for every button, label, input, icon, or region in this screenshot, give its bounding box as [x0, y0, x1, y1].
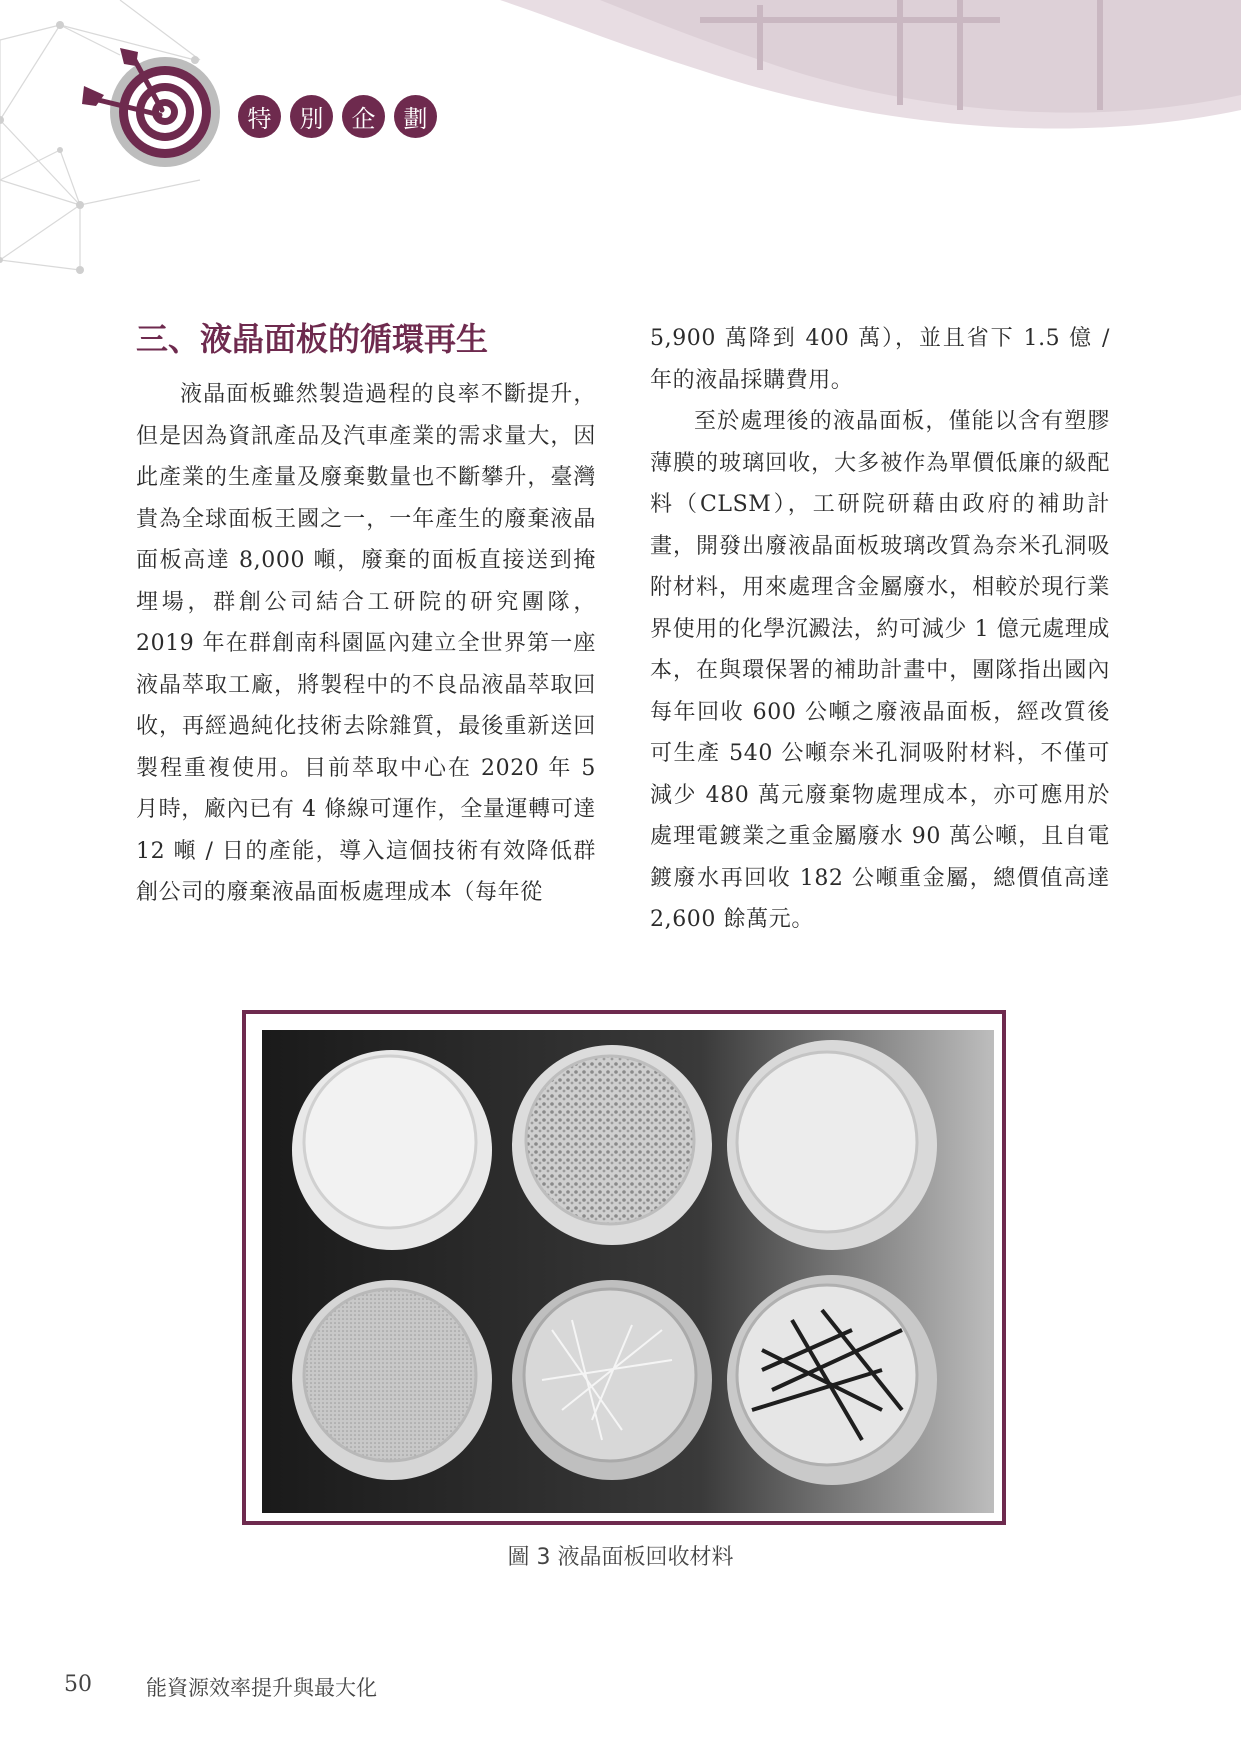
- right-paragraph-continuation: 5,900 萬降到 400 萬），並且省下 1.5 億 / 年的液晶採購費用。: [650, 326, 1110, 393]
- jar-glass-shards: [512, 1280, 712, 1480]
- jar-white-powder: [292, 1050, 492, 1250]
- right-column: [650, 318, 1110, 941]
- page-number: 50: [64, 1672, 92, 1697]
- figure-frame: [242, 1010, 1006, 1525]
- jar-sand: [292, 1280, 492, 1480]
- right-paragraph: 至於處理後的液晶面板，僅能以含有塑膠薄膜的玻璃回收，大多被作為單價低廉的級配料（CLSM），工研院研藉由政府的補助計畫，開發出廢液晶面板玻璃改質為奈米孔洞吸附材料，用來處理含金屬廢水，相較於現行業界使用的化學沉澱法，約可減少 1 億元處理成本，在與環保署的補助計畫中，團隊指出國內每年回收 600 公噸之廢液晶面板，經改質後可生產 540 公噸奈米孔洞吸附材料，不僅可減少 480 萬元廢棄物處理成本，亦可應用於處理電鍍業之重金屬廢水 90 萬公噸，且自電鍍廢水再回收 182 公噸重金屬，總價值高達 2,600 餘萬元。: [650, 409, 1110, 932]
- badge-char-4: 劃: [394, 95, 437, 138]
- jar-gravel: [512, 1045, 712, 1245]
- badge-char-1: 特: [238, 95, 281, 138]
- badge-char-2: 別: [290, 95, 333, 138]
- badge-char-3: 企: [342, 95, 385, 138]
- jar-dark-shards: [727, 1275, 937, 1485]
- recycled-materials-photo: [262, 1030, 994, 1513]
- publication-title: 能資源效率提升與最大化: [146, 1676, 377, 1700]
- left-paragraph: 液晶面板雖然製造過程的良率不斷提升，但是因為資訊產品及汽車產業的需求量大，因此產業的生產量及廢棄數量也不斷攀升，臺灣貴為全球面板王國之一，一年產生的廢棄液晶面板高達 8,000 噸，廢棄的面板直接送到掩埋場，群創公司結合工研院的研究團隊，2019 年在群創南科園區內建立全世界第一座液晶萃取工廠，將製程中的不良品液晶萃取回收，再經過純化技術去除雜質，最後重新送回製程重複使用。目前萃取中心在 2020 年 5 月時，廠內已有 4 條線可運作，全量運轉可達 12 噸 / 日的產能，導入這個技術有效降低群創公司的廢棄液晶面板處理成本（每年從: [136, 382, 596, 905]
- header-decoration: [0, 0, 1241, 300]
- left-column: [136, 318, 596, 914]
- figure-caption: 圖 3 液晶面板回收材料: [507, 1545, 734, 1570]
- network-and-photo-banner: [0, 0, 1241, 300]
- section-title: 三、液晶面板的循環再生: [136, 320, 489, 358]
- special-feature-badges: [238, 95, 437, 138]
- jar-liquid: [727, 1040, 937, 1250]
